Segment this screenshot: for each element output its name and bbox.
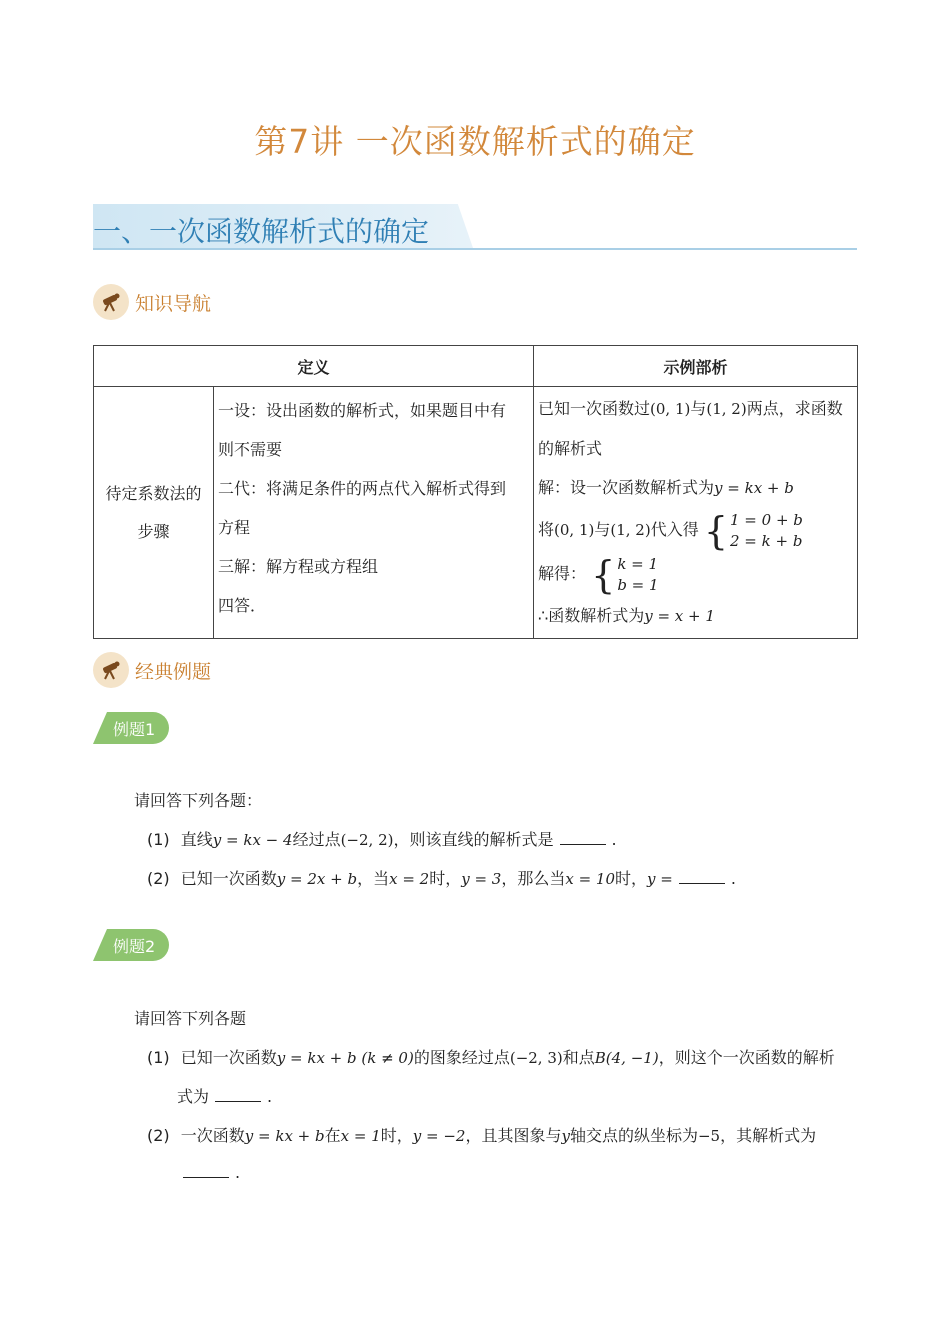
classic-examples-label: 经典例题	[135, 660, 212, 683]
step-line: 四答．	[218, 596, 267, 615]
header-definition: 定义	[94, 346, 534, 387]
step-line: 三解：解方程或方程组	[218, 557, 379, 576]
header-example: 示例部析	[534, 346, 858, 387]
example2-tag-label: 例题2	[113, 937, 156, 956]
example2-tag	[93, 929, 169, 961]
step-line: 二代：将满足条件的两点代入解析式得到	[218, 479, 507, 498]
steps-cell	[214, 387, 534, 639]
section-header	[93, 204, 857, 250]
example2-question2: (2) 一次函数y = kx + b在x = 1时，y = −2，且其图象与y轴交点的纵坐标为−5，其解析式为	[147, 1126, 817, 1145]
table-header-row	[94, 346, 858, 387]
example2-question2-line2: .	[177, 1163, 240, 1182]
row-label	[94, 387, 214, 639]
example1-intro: 请回答下列各题：	[134, 791, 263, 810]
telescope-icon	[93, 652, 129, 688]
example1-tag-label: 例题1	[113, 720, 156, 739]
answer-blank[interactable]	[679, 869, 725, 884]
left-brace-icon: {	[591, 552, 616, 597]
knowledge-table	[93, 345, 858, 639]
example2-question1: (1) 已知一次函数y = kx + b (k ≠ 0)的图象经过点(−2, 3)和点B(4, −1)，则这个一次函数的解析	[147, 1048, 835, 1067]
example1-question2: (2) 已知一次函数y = 2x + b，当x = 2时，y = 3，那么当x = 10时，y = .	[147, 869, 736, 888]
step-line: 则不需要	[218, 440, 283, 459]
example1-question1: (1) 直线y = kx − 4经过点(−2, 2)，则该直线的解析式是 .	[147, 830, 617, 849]
answer-blank[interactable]	[215, 1087, 261, 1102]
page-title: 第7讲 一次函数解析式的确定	[254, 122, 696, 161]
example-line-5: 解得： { k = 1 b = 1	[538, 552, 659, 597]
solution-system: { k = 1 b = 1	[591, 552, 659, 597]
example-line-1: 已知一次函数过(0, 1)与(1, 2)两点，求函数	[538, 399, 843, 418]
section-header-text: 一、一次函数解析式的确定	[93, 215, 430, 248]
knowledge-nav-heading	[93, 284, 211, 320]
step-line: 方程	[218, 518, 251, 537]
example-cell	[534, 387, 858, 639]
left-brace-icon: {	[703, 508, 728, 553]
example-line-6: ∴函数解析式为y = x + 1	[538, 606, 715, 625]
example2-question1-line2: 式为 .	[177, 1087, 273, 1106]
classic-examples-heading	[93, 652, 211, 688]
row-label-line1: 待定系数法的	[105, 483, 202, 503]
answer-blank[interactable]	[183, 1163, 229, 1178]
table-row	[94, 387, 858, 639]
example-line-4: 将(0, 1)与(1, 2)代入得 { 1 = 0 + b 2 = k + b	[538, 508, 803, 553]
example-line-2: 的解析式	[538, 439, 603, 458]
example-line-3: 解：设一次函数解析式为y = kx + b	[538, 478, 794, 497]
example1-tag	[93, 712, 169, 744]
example2-intro: 请回答下列各题	[134, 1009, 247, 1028]
step-line: 一设：设出函数的解析式，如果题目中有	[218, 401, 507, 420]
answer-blank[interactable]	[560, 830, 606, 845]
equation-system: { 1 = 0 + b 2 = k + b	[703, 508, 803, 553]
knowledge-nav-label: 知识导航	[135, 292, 212, 315]
row-label-line2: 步骤	[137, 521, 170, 541]
telescope-icon	[93, 284, 129, 320]
